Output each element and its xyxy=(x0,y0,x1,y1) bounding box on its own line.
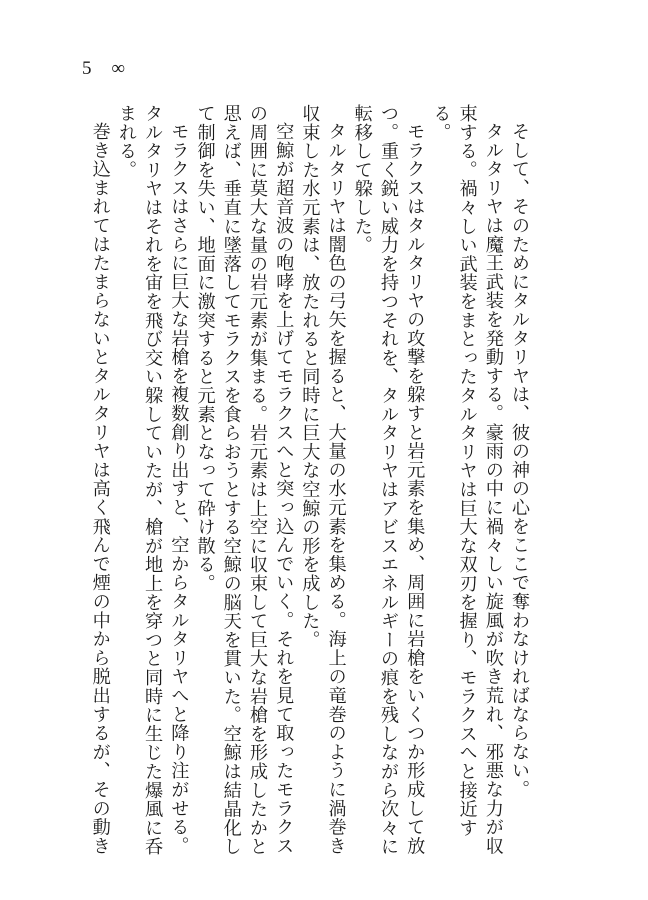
paragraph: モラクスはさらに巨大な岩槍を複数創り出すと、空からタルタリヤへと降り注がせる。タルタリヤはそれを宙を飛び交い躱していたが、槍が地上を穿つと同時に生じた爆風に呑まれる。 xyxy=(115,104,190,856)
paragraph: モラクスはタルタリヤの攻撃を躱すと岩元素を集め、周囲に岩槍をいくつか形成して放つ。重く鋭い威力を持つそれを、タルタリヤはアビスエネルギーの痕を残しながら次々に転移して躱した。 xyxy=(351,104,426,856)
paragraph: 巻き込まれてはたまらないとタルタリヤは高く飛んで煙の中から脱出するが、その動き xyxy=(89,122,111,856)
vertical-text-body xyxy=(89,104,532,864)
page-number: 5 xyxy=(82,58,94,79)
paragraph: タルタリヤは魔王武装を発動する。豪雨の中に禍々しい旋風が吹き荒れ、邪悪な力が収束する。禍々しい武装をまとったタルタリヤは巨大な双刃を握り、モラクスへと接近する。 xyxy=(430,104,504,856)
paragraph: そして、そのためにタルタリヤは、彼の神の心をここで奪わなければならない。 xyxy=(509,122,530,799)
page-header xyxy=(82,58,145,80)
infinity-symbol: ∞ xyxy=(111,58,128,79)
paragraph: タルタリヤは闇色の弓矢を握ると、大量の水元素を集める。海上の竜巻のように渦巻き収束した水元素は、放たれると同時に巨大な空鯨の形を成した。 xyxy=(299,104,347,856)
paragraph: 空鯨が超音波の咆哮を上げてモラクスへと突っ込んでいく。それを見て取ったモラクスの周囲に莫大な量の岩元素が集まる。岩元素は上空に収束して巨大な岩槍を形成したかと思えば、垂直に墜落してモラクスを食らおうとする空鯨の脳天を貫いた。空鯨は結晶化して制御を失い、地面に激突すると元素となって砕け散る。 xyxy=(194,104,295,856)
